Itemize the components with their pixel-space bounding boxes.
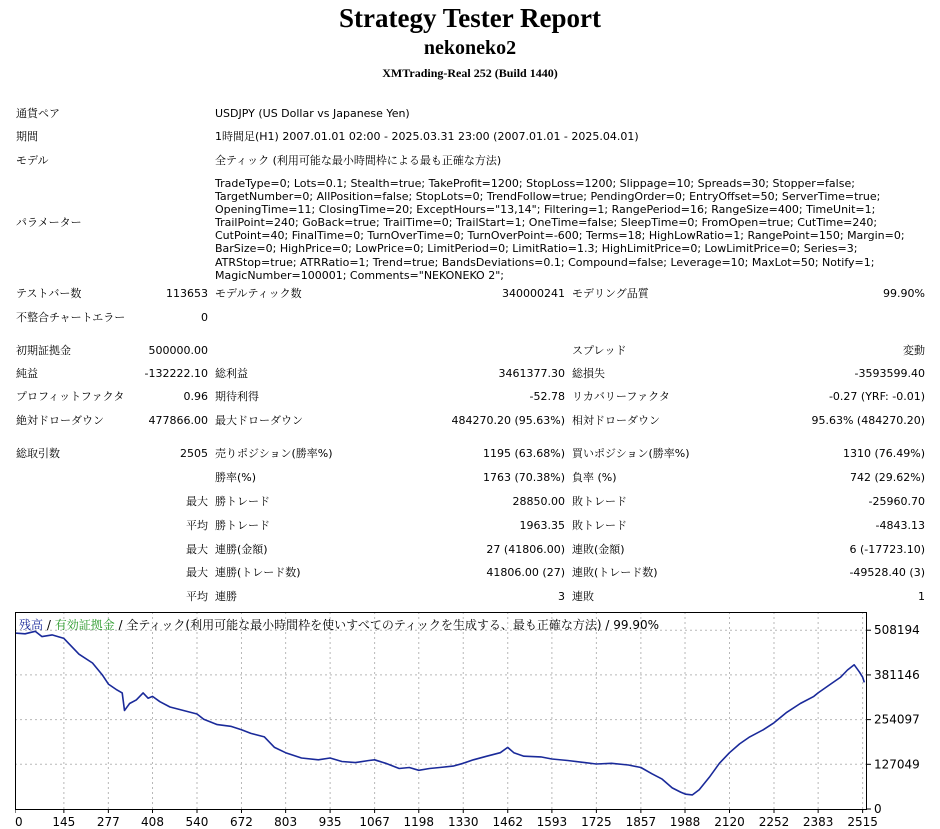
parameter-item: Margin=0; — [847, 229, 905, 243]
average-profit-label: 勝トレード — [215, 519, 270, 532]
profit-factor-label: プロフィットファクタ — [16, 390, 125, 403]
x-tick-label: 1330 — [447, 815, 479, 827]
x-tick-label: 935 — [318, 815, 342, 827]
x-tick-label: 2383 — [802, 815, 834, 827]
parameter-item: LowLimitPrice=0; — [704, 242, 801, 256]
maximal-label: 最大 — [186, 566, 208, 579]
largest-profit-label: 勝トレード — [215, 495, 270, 508]
gross-profit-label: 総利益 — [215, 367, 248, 380]
period-value: 1時間足(H1) 2007.01.01 02:00 - 2025.03.31 23:00 (2007.01.01 - 2025.04.01) — [215, 130, 639, 143]
average-loss-label: 敗トレード — [572, 519, 627, 532]
gross-loss-value: -3593599.40 — [854, 367, 925, 380]
x-tick-label: 2515 — [847, 815, 878, 827]
parameter-item: StopLots=0; — [415, 190, 484, 204]
parameter-item: FromOpen=true; — [701, 216, 794, 230]
spread-value: 変動 — [903, 344, 925, 357]
x-tick-label: 277 — [96, 815, 120, 827]
parameter-item: TurnOverPoint=-600; — [467, 229, 583, 243]
parameter-item: OneTime=false; — [528, 216, 618, 230]
x-tick-label: 672 — [230, 815, 253, 827]
parameter-item: ATRStop=true; — [215, 255, 297, 269]
consecutive-wins-label: 連勝(金額) — [215, 543, 268, 556]
largest-label: 最大 — [186, 495, 208, 508]
report-title: Strategy Tester Report — [339, 3, 601, 33]
loss-trades-value: 742 (29.62%) — [849, 471, 925, 484]
consecutive-loss-label: 連敗(トレード数) — [572, 566, 658, 579]
x-tick-label: 408 — [141, 815, 164, 827]
parameter-item: TrailStart=1; — [456, 216, 526, 230]
legend-balance: 残高 — [19, 618, 44, 632]
largest-loss-value: -25960.70 — [868, 495, 925, 508]
largest-loss-label: 敗トレード — [572, 495, 627, 508]
parameter-item: LimitRatio=1.3; — [512, 242, 599, 256]
parameter-item: Terms=18; — [586, 229, 646, 243]
consecutive-profit-label: 連勝(トレード数) — [215, 566, 301, 579]
parameter-item: Compound=false; — [568, 255, 667, 269]
net-profit-value: -132222.10 — [144, 367, 208, 380]
parameter-item: HighPrice=0; — [279, 242, 352, 256]
parameter-item: MaxLot=50; — [751, 255, 819, 269]
parameter-item: MagicNumber=100001; — [215, 268, 347, 282]
parameter-item: Slippage=10; — [619, 177, 695, 190]
model-value: 全ティック (利用可能な最小時間枠による最も正確な方法) — [215, 154, 502, 167]
ticks-value: 340000241 — [502, 287, 565, 300]
parameter-item: Stealth=true; — [350, 177, 426, 190]
parameter-item: PendingOrder=0; — [590, 190, 686, 204]
x-tick-label: 1593 — [536, 815, 568, 827]
deposit-value: 500000.00 — [148, 344, 208, 357]
x-tick-label: 1462 — [492, 815, 524, 827]
expected-payoff-value: -52.78 — [529, 390, 565, 403]
parameter-item: TurnOverTime=0; — [367, 229, 465, 243]
parameter-item: Lots=0.1; — [293, 177, 347, 190]
short-positions-label: 売りポジション(勝率%) — [215, 447, 333, 460]
profit-factor-value: 0.96 — [183, 390, 208, 403]
parameter-item: AllPosition=false; — [316, 190, 413, 204]
parameter-item: TrailTime=0; — [383, 216, 453, 230]
parameter-item: EntryOffset=50; — [689, 190, 779, 204]
maximum-label: 最大 — [186, 543, 208, 556]
recovery-factor-value: -0.27 (YRF: -0.01) — [828, 390, 925, 403]
consecutive-profit-value: 41806.00 (27) — [486, 566, 565, 579]
gross-loss-label: 総損失 — [572, 367, 605, 380]
total-trades-value: 2505 — [180, 447, 208, 460]
x-tick-label: 2252 — [758, 815, 790, 827]
average-losses-value: 1 — [918, 590, 925, 603]
symbol-label: 通貨ペア — [16, 107, 60, 120]
consecutive-wins-value: 27 (41806.00) — [486, 543, 565, 556]
balance-chart — [15, 612, 928, 827]
loss-trades-label: 負率 (%) — [572, 471, 617, 484]
parameter-item: LimitPeriod=0; — [427, 242, 509, 256]
parameter-item: TrendFollow=true; — [486, 190, 587, 204]
parameter-item: CutTime=240; — [797, 216, 878, 230]
short-positions-value: 1195 (63.68%) — [482, 447, 565, 460]
parameter-item: StopLoss=1200; — [526, 177, 617, 190]
parameter-item: TakeProfit=1200; — [428, 177, 523, 190]
bars-label: テストバー数 — [16, 287, 82, 300]
parameter-item: ExceptHours="13,14"; — [416, 203, 541, 217]
parameter-item: Filtering=1; — [543, 203, 609, 217]
x-tick-label: 540 — [185, 815, 209, 827]
total-trades-label: 総取引数 — [16, 447, 60, 460]
parameter-item: Comments="NEKONEKO 2"; — [349, 268, 504, 282]
parameter-item: SleepTime=0; — [620, 216, 699, 230]
relative-drawdown-label: 相対ドローダウン — [572, 414, 660, 427]
x-tick-label: 1067 — [359, 815, 390, 827]
parameter-item: TargetNumber=0; — [215, 190, 314, 204]
parameter-item: BarSize=0; — [215, 242, 277, 256]
expected-payoff-label: 期待利得 — [215, 390, 259, 403]
parameter-item: ClosingTime=20; — [318, 203, 413, 217]
profit-trades-value: 1763 (70.38%) — [482, 471, 565, 484]
parameter-item: RangePoint=150; — [747, 229, 844, 243]
recovery-factor-label: リカバリーファクタ — [572, 390, 670, 403]
period-label: 期間 — [16, 130, 38, 143]
maximal-drawdown-label: 最大ドローダウン — [215, 414, 303, 427]
parameters-label: パラメーター — [16, 216, 82, 229]
parameter-item: Notify=1; — [822, 255, 875, 269]
parameter-item: FinalTime=0; — [291, 229, 364, 243]
legend-equity: 有効証拠金 — [54, 618, 115, 632]
x-tick-label: 1988 — [669, 815, 701, 827]
x-tick-label: 803 — [274, 815, 298, 827]
maximal-drawdown-value: 484270.20 (95.63%) — [451, 414, 565, 427]
y-tick-label: 381146 — [874, 667, 920, 682]
y-tick-label: 254097 — [874, 712, 920, 727]
parameter-item: LowPrice=0; — [355, 242, 424, 256]
y-tick-label: 508194 — [874, 623, 920, 638]
parameter-item: TimeUnit=1; — [806, 203, 876, 217]
parameter-item: GoBack=true; — [302, 216, 380, 230]
consecutive-losses-value: 6 (-17723.10) — [849, 543, 925, 556]
quality-value: 99.90% — [883, 287, 925, 300]
parameter-item: ATRRatio=1; — [300, 255, 370, 269]
long-positions-label: 買いポジション(勝率%) — [572, 447, 690, 460]
ticks-label: モデルティック数 — [215, 287, 302, 300]
server-build: XMTrading-Real 252 (Build 1440) — [382, 66, 558, 80]
average-profit-value: 1963.35 — [519, 519, 565, 532]
parameter-item: Trend=true; — [372, 255, 439, 269]
average-wins-value: 3 — [558, 590, 565, 603]
parameter-item: Series=3; — [803, 242, 858, 256]
average-loss-value: -4843.13 — [875, 519, 925, 532]
parameter-item: CutPoint=40; — [215, 229, 289, 243]
quality-label: モデリング品質 — [572, 287, 649, 300]
absolute-drawdown-value: 477866.00 — [148, 414, 208, 427]
parameter-item: TradeType=0; — [215, 177, 291, 190]
deposit-label: 初期証拠金 — [16, 344, 71, 357]
legend-model-quality: / 全ティック(利用可能な最小時間枠を使いすべてのティックを生成する、最も正確な方法) / 99.90% — [114, 618, 660, 632]
long-positions-value: 1310 (76.49%) — [842, 447, 925, 460]
profit-trades-label: 勝率(%) — [215, 471, 257, 484]
consecutive-loss-value: -49528.40 (3) — [849, 566, 925, 579]
average-label: 平均 — [186, 519, 208, 532]
relative-drawdown-value: 95.63% (484270.20) — [811, 414, 925, 427]
parameter-item: TrailPoint=240; — [215, 216, 299, 230]
parameter-item: RangeSize=400; — [711, 203, 803, 217]
parameter-item: ServerTime=true; — [781, 190, 881, 204]
average-consecutive-label: 平均 — [186, 590, 208, 603]
consecutive-losses-label: 連敗(金額) — [572, 543, 625, 556]
x-tick-label: 0 — [15, 815, 23, 827]
average-wins-label: 連勝 — [215, 590, 237, 603]
parameter-item: HighLowRatio=1; — [648, 229, 744, 243]
chart-legend — [19, 617, 659, 632]
absolute-drawdown-label: 絶対ドローダウン — [16, 414, 104, 427]
expert-name: nekoneko2 — [423, 37, 517, 59]
parameter-item: Spreads=30; — [697, 177, 770, 190]
largest-profit-value: 28850.00 — [512, 495, 565, 508]
x-tick-label: 2120 — [714, 815, 745, 827]
gross-profit-value: 3461377.30 — [498, 367, 565, 380]
symbol-value: USDJPY (US Dollar vs Japanese Yen) — [215, 107, 410, 120]
x-tick-label: 1725 — [581, 815, 612, 827]
legend-separator: / — [43, 618, 55, 632]
x-tick-label: 1198 — [403, 815, 435, 827]
parameter-item: OpeningTime=11; — [215, 203, 316, 217]
model-label: モデル — [16, 154, 49, 167]
parameter-item: HighLimitPrice=0; — [601, 242, 702, 256]
x-tick-label: 1857 — [625, 815, 657, 827]
y-tick-label: 0 — [874, 802, 882, 816]
bars-value: 113653 — [166, 287, 208, 300]
parameters-list — [215, 177, 927, 282]
y-tick-label: 127049 — [874, 757, 920, 772]
parameter-item: BandsDeviations=0.1; — [441, 255, 565, 269]
parameter-item: Leverage=10; — [670, 255, 749, 269]
spread-label: スプレッド — [572, 344, 627, 357]
errors-value: 0 — [201, 311, 208, 324]
parameter-item: Stopper=false; — [772, 177, 855, 190]
parameter-item: RangePeriod=16; — [611, 203, 708, 217]
net-profit-label: 純益 — [16, 367, 38, 380]
errors-label: 不整合チャートエラー — [16, 311, 126, 324]
average-losses-label: 連敗 — [572, 590, 594, 603]
x-tick-label: 145 — [52, 815, 76, 827]
